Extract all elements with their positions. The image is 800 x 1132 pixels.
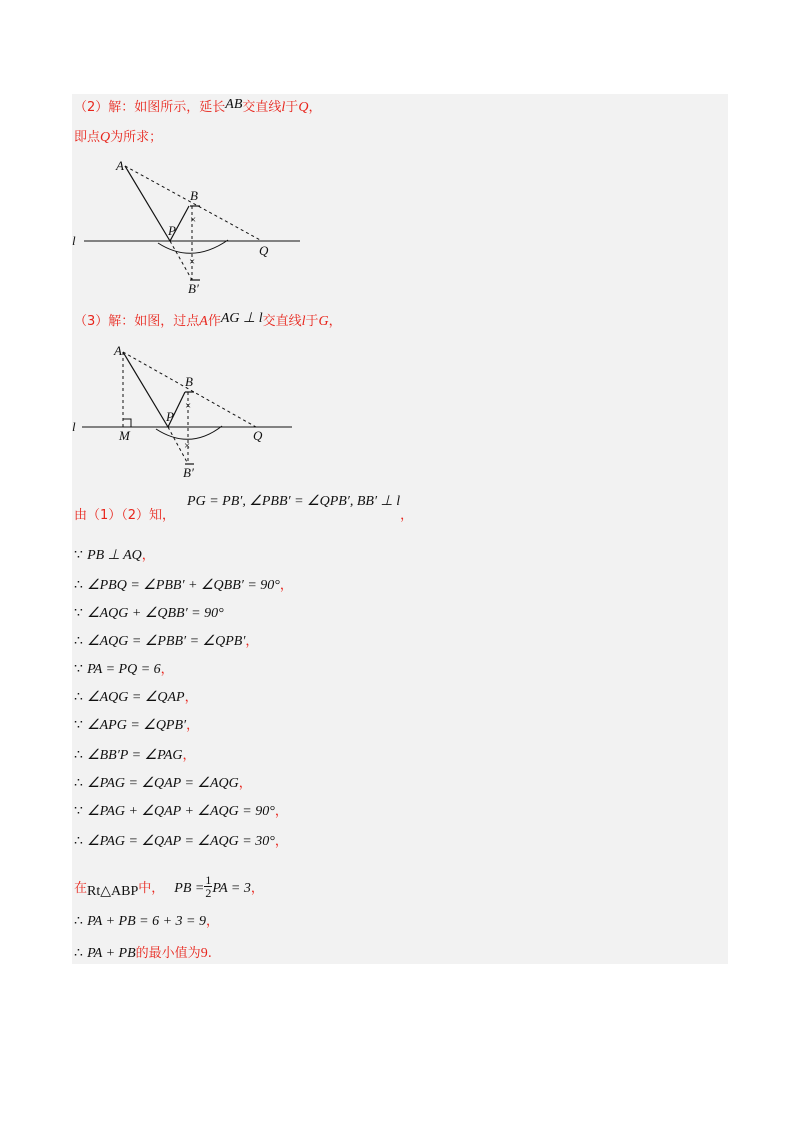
figure-1-diagram xyxy=(72,150,312,300)
step-connective: ∴ xyxy=(74,634,83,649)
label-P: P xyxy=(166,409,174,424)
proof-step xyxy=(74,832,288,852)
label-l: l xyxy=(72,233,76,248)
proof-step xyxy=(74,716,199,736)
label-B: B xyxy=(190,188,198,203)
step-formula: ∠AQG + ∠QBB′ = 90° xyxy=(87,606,224,621)
proof-step xyxy=(74,746,196,766)
proof-step xyxy=(74,802,288,822)
fraction-one-half: $\frac{1}{2}$ xyxy=(205,873,212,900)
step-formula: ∠PAG = ∠QAP = ∠AQG = 30° xyxy=(87,834,275,849)
proof-step xyxy=(74,604,224,624)
proof-step xyxy=(74,774,252,794)
label-Bprime: B′ xyxy=(183,465,194,480)
label-Q: Q xyxy=(253,428,263,443)
arc xyxy=(156,426,222,439)
step-connective: ∴ xyxy=(74,690,83,705)
step-formula: ∠AQG = ∠QAP xyxy=(87,690,185,705)
figure-2-diagram xyxy=(72,338,312,488)
step-punctuation: ， xyxy=(182,748,196,763)
cross-mark-upper: × xyxy=(190,214,197,226)
step-punctuation: ， xyxy=(274,804,288,819)
step-connective: ∵ xyxy=(74,662,83,677)
step-formula: ∠PAG + ∠QAP + ∠AQG = 90° xyxy=(87,804,275,819)
step-formula: ∠PAG = ∠QAP = ∠AQG xyxy=(87,776,239,791)
step-connective: ∵ xyxy=(74,804,83,819)
label-Q: Q xyxy=(259,243,269,258)
cross-mark-lower: × xyxy=(184,440,191,452)
step-punctuation: ， xyxy=(279,578,293,593)
step-connective: ∵ xyxy=(74,606,83,621)
final-answer-line: ∴ PA + PB的最小值为9. xyxy=(74,946,212,961)
proof-step xyxy=(74,632,258,652)
step-connective: ∴ xyxy=(74,776,83,791)
proof-step xyxy=(74,660,174,680)
label-P: P xyxy=(168,223,176,238)
step-formula: ∠BB′P = ∠PAG xyxy=(87,748,183,763)
sum-line: ∴ PA + PB = 6 + 3 = 9， xyxy=(74,914,220,929)
dashed-AQ xyxy=(125,166,262,241)
step-connective: ∴ xyxy=(74,578,83,593)
right-angle-mark xyxy=(123,419,131,427)
rt-triangle-line: 在Rt△ABP中， PB = $\frac{1}{2}$ PA = 3， xyxy=(74,873,264,900)
label-Bprime: B′ xyxy=(188,281,199,296)
step-punctuation: ， xyxy=(141,548,155,563)
step-formula: ∠AQG = ∠PBB′ = ∠QPB′ xyxy=(87,634,246,649)
label-B: B xyxy=(185,374,193,389)
part3-heading: （3）解：如图，过点A作AG ⊥ l交直线l于G， xyxy=(74,311,342,329)
label-l: l xyxy=(72,419,76,434)
step-connective: ∵ xyxy=(74,548,83,563)
label-A: A xyxy=(116,158,124,173)
arc xyxy=(158,240,228,253)
segment-AP xyxy=(123,352,168,427)
known-line: 由（1）（2）知，PG = PB′, ∠PBB′ = ∠QPB′, BB′ ⊥ l， xyxy=(74,494,414,523)
step-punctuation: ， xyxy=(184,690,198,705)
step-formula: PA = PQ = 6 xyxy=(87,662,161,677)
segment-AP xyxy=(125,166,170,241)
step-formula: ∠APG = ∠QPB′ xyxy=(87,718,187,733)
proof-step xyxy=(74,546,155,566)
label-A: A xyxy=(114,343,122,358)
step-punctuation: ， xyxy=(186,718,200,733)
label-M: M xyxy=(119,428,130,443)
dashed-AQ xyxy=(123,352,256,427)
step-formula: ∠PBQ = ∠PBB′ + ∠QBB′ = 90° xyxy=(87,578,280,593)
proof-step xyxy=(74,576,293,596)
step-connective: ∴ xyxy=(74,834,83,849)
part2-heading: （2）解：如图所示，延长AB交直线l于Q， xyxy=(74,97,322,115)
step-punctuation: ， xyxy=(160,662,174,677)
proof-step xyxy=(74,688,198,708)
cross-mark-lower: × xyxy=(189,256,196,268)
part2-conclusion: 即点Q为所求； xyxy=(74,130,163,145)
step-punctuation: ， xyxy=(274,834,288,849)
cross-mark-upper: × xyxy=(185,400,192,412)
step-punctuation: ， xyxy=(238,776,252,791)
step-connective: ∵ xyxy=(74,718,83,733)
step-punctuation: ， xyxy=(245,634,259,649)
step-connective: ∴ xyxy=(74,748,83,763)
step-formula: PB ⊥ AQ xyxy=(87,548,142,563)
